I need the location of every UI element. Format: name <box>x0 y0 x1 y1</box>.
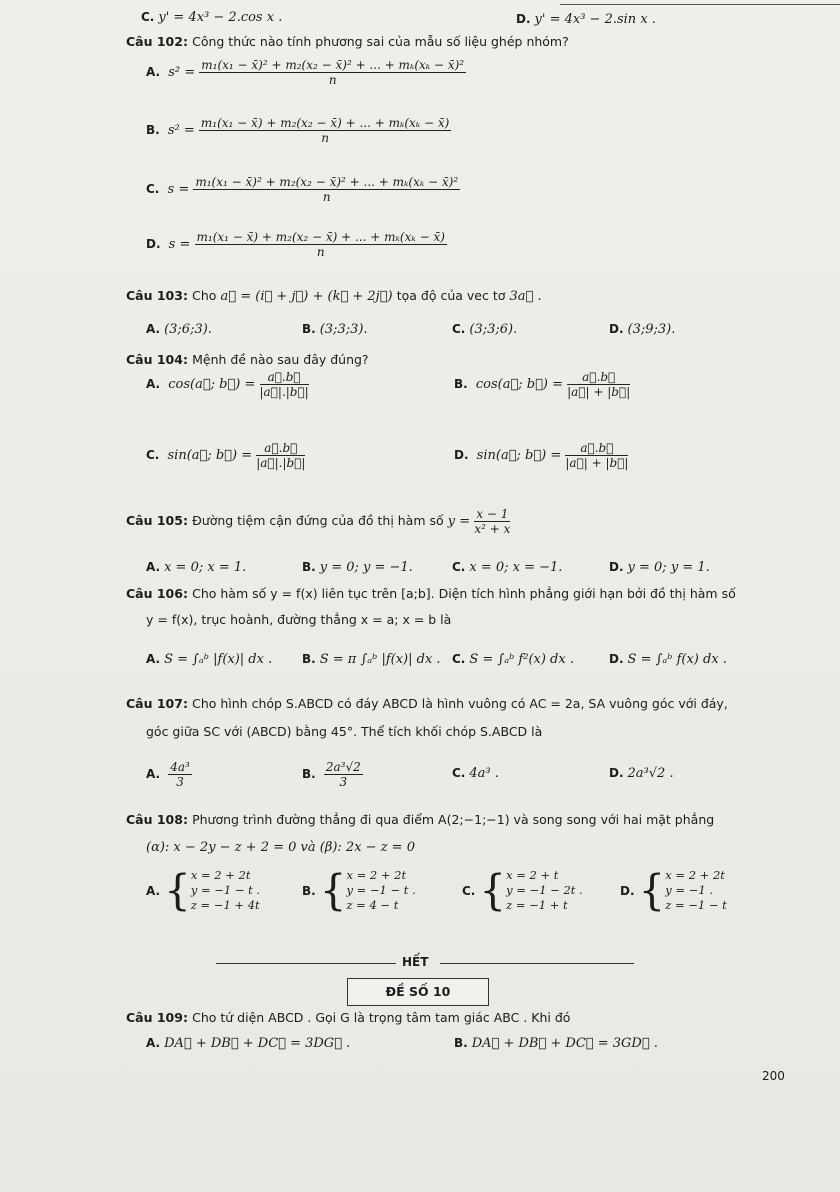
q105-stem <box>126 507 510 536</box>
option-label: B. <box>302 322 316 336</box>
question-text: góc giữa SC với (ABCD) bằng 45°. Thể tích khối chóp S.ABCD là <box>146 724 543 739</box>
option-label: D. <box>454 448 469 462</box>
option-label: B. <box>454 1036 468 1050</box>
option-text: S = π ∫ₐᵇ |f(x)| dx . <box>319 652 441 667</box>
question-text: (α): x − 2y − z + 2 = 0 và (β): 2x − z = 0 <box>146 840 415 855</box>
question-label: Câu 105: <box>126 513 188 528</box>
option-label: A. <box>146 560 161 574</box>
brace-glyph: { <box>319 865 347 915</box>
option-label: C. <box>141 10 155 24</box>
q102-option-a <box>146 58 466 87</box>
header-rule <box>560 4 840 5</box>
option-label: D. <box>609 652 624 666</box>
q104-stem <box>126 352 369 368</box>
option-text: (3;9;3). <box>627 322 676 337</box>
option-label: D. <box>146 237 161 251</box>
option-label: A. <box>146 652 161 666</box>
q109-option-a <box>146 1036 350 1051</box>
option-label: B. <box>302 883 316 898</box>
option-label: B. <box>302 767 316 781</box>
q108-stem-line1 <box>126 812 714 828</box>
option-label: C. <box>452 560 466 574</box>
fraction-denominator: |a⃗|.|b⃗| <box>256 456 306 470</box>
fraction-numerator: 2a³√2 <box>325 760 361 774</box>
formula-fraction <box>199 58 466 87</box>
formula-lhs: sin(a⃗; b⃗) = <box>167 448 253 463</box>
q103-option-b <box>302 322 368 337</box>
option-label: D. <box>609 322 624 336</box>
brace-glyph: { <box>164 865 191 915</box>
equation-line: z = −1 + t <box>506 898 568 912</box>
option-text: (3;3;6). <box>469 322 518 337</box>
question-text: Cho tứ diện ABCD . Gọi G là trọng tâm tam giác ABC . Khi đó <box>192 1010 571 1025</box>
equation-line: y = −1 − t . <box>190 883 261 897</box>
q107-option-a <box>146 760 192 789</box>
option-label: B. <box>302 560 316 574</box>
formula-fraction <box>565 441 628 470</box>
formula-fraction <box>567 370 630 399</box>
option-text: y = 0; y = 1. <box>627 560 710 575</box>
fraction-denominator: |a⃗| + |b⃗| <box>565 456 629 470</box>
option-label: C. <box>452 652 466 666</box>
formula-lhs: cos(a⃗; b⃗) = <box>475 377 563 392</box>
equation-line: y = −1 . <box>665 883 713 897</box>
formula-lhs: s = <box>167 182 190 197</box>
option-text: x = 0; x = 1. <box>164 560 247 575</box>
equation-line: z = 4 − t <box>346 898 399 912</box>
option-text: S = ∫ₐᵇ |f(x)| dx . <box>164 652 273 667</box>
equation-line: y = −1 − t . <box>346 883 416 897</box>
equation-system <box>346 868 415 913</box>
option-label: D. <box>620 883 635 898</box>
fraction-numerator: 4a³ <box>170 760 190 774</box>
fraction-numerator: a⃗.b⃗ <box>567 370 630 385</box>
formula-lhs: s² = <box>167 123 195 138</box>
question-text: Mệnh đề nào sau đây đúng? <box>192 352 369 367</box>
fraction-numerator: m₁(x₁ − x̄)² + m₂(x₂ − x̄)² + ... + mₖ(xₖ − x̄)² <box>201 58 465 72</box>
q104-option-a <box>146 370 309 399</box>
vector-expression: a⃗ = (i⃗ + j⃗) + (k⃗ + 2j⃗) <box>220 289 393 304</box>
option-label: B. <box>146 123 160 137</box>
q108-stem-line2 <box>146 840 415 855</box>
option-text: S = ∫ₐᵇ f(x) dx . <box>627 652 727 667</box>
question-text: Cho <box>192 288 217 303</box>
equation-line: z = −1 − t <box>665 898 727 912</box>
q105-option-b <box>302 560 413 575</box>
fraction-denominator: |a⃗|.|b⃗| <box>259 385 309 399</box>
fraction-denominator: n <box>328 73 337 87</box>
exam-section-badge: ĐỀ SỐ 10 <box>347 978 489 1006</box>
option-label: A. <box>146 883 161 898</box>
q109-stem <box>126 1010 570 1026</box>
q107-stem-line2 <box>146 724 542 740</box>
formula-fraction <box>260 370 309 399</box>
q103-stem <box>126 288 542 304</box>
q104-option-c <box>146 441 305 470</box>
q108-option-b <box>302 865 416 915</box>
formula-fraction <box>193 175 460 204</box>
option-label: D. <box>609 560 624 574</box>
fraction-numerator: a⃗.b⃗ <box>565 441 628 456</box>
option-label: A. <box>146 65 161 79</box>
question-label: Câu 102: <box>126 34 188 49</box>
brace-glyph: { <box>479 865 507 915</box>
option-label: A. <box>146 1036 161 1050</box>
formula-lhs: cos(a⃗; b⃗) = <box>168 377 256 392</box>
equation-line: x = 2 + 2t <box>190 868 251 882</box>
option-label: B. <box>454 377 468 391</box>
q101-option-c <box>141 10 282 25</box>
option-text: DA⃗ + DB⃗ + DC⃗ = 3GD⃗ . <box>471 1036 658 1051</box>
vector-target: 3a⃗ . <box>509 289 542 304</box>
equation-system <box>191 868 260 913</box>
option-label: C. <box>452 322 466 336</box>
option-text: y = 0; y = −1. <box>319 560 413 575</box>
q106-option-d <box>609 652 727 667</box>
end-divider-right <box>440 963 634 964</box>
option-label: C. <box>462 883 476 898</box>
option-text: y' = 4x³ − 2.sin x . <box>534 12 656 27</box>
option-text: (3;6;3). <box>164 322 212 337</box>
q109-option-b <box>454 1036 658 1051</box>
option-label: A. <box>146 377 161 391</box>
page-number: 200 <box>762 1069 785 1083</box>
option-label: C. <box>146 182 160 196</box>
option-label: D. <box>609 766 624 780</box>
q107-option-b <box>302 760 363 789</box>
option-fraction <box>168 760 192 789</box>
fraction-denominator: n <box>316 245 325 259</box>
fraction-numerator: m₁(x₁ − x̄) + m₂(x₂ − x̄) + ... + mₖ(xₖ − x̄) <box>196 230 445 244</box>
question-label: Câu 107: <box>126 696 188 711</box>
q103-option-c <box>452 322 517 337</box>
q106-stem-line2 <box>146 612 451 628</box>
question-label: Câu 108: <box>126 812 188 827</box>
formula-lhs: sin(a⃗; b⃗) = <box>476 448 562 463</box>
option-label: A. <box>146 322 161 336</box>
option-label: D. <box>516 12 531 26</box>
q103-option-d <box>609 322 675 337</box>
equation-system <box>506 868 583 913</box>
option-label: B. <box>302 652 316 666</box>
q108-option-d <box>620 865 727 915</box>
q102-option-d <box>146 230 447 259</box>
question-text: tọa độ của vec tơ <box>396 288 506 303</box>
end-divider-left <box>216 963 396 964</box>
question-label: Câu 104: <box>126 352 188 367</box>
option-text: x = 0; x = −1. <box>469 560 563 575</box>
question-text: Cho hình chóp S.ABCD có đáy ABCD là hình vuông có AC = 2a, SA vuông góc với đáy, <box>192 696 728 711</box>
fraction-numerator: m₁(x₁ − x̄)² + m₂(x₂ − x̄)² + ... + mₖ(xₖ − x̄)² <box>195 175 459 189</box>
fraction-denominator: 3 <box>339 775 348 789</box>
fraction-denominator: n <box>322 190 331 204</box>
q106-stem-line1 <box>126 586 736 602</box>
fraction-numerator: x − 1 <box>476 507 509 521</box>
question-text: y = f(x), trục hoành, đường thẳng x = a; x = b là <box>146 612 452 627</box>
option-text: S = ∫ₐᵇ f²(x) dx . <box>469 652 574 667</box>
equation-system <box>665 868 727 913</box>
question-label: Câu 106: <box>126 586 188 601</box>
q107-option-d <box>609 766 674 781</box>
formula-lhs: s = <box>168 237 191 252</box>
question-label: Câu 109: <box>126 1010 188 1025</box>
function-lhs: y = <box>447 514 471 529</box>
formula-fraction <box>256 441 305 470</box>
formula-lhs: s² = <box>168 65 196 80</box>
option-text: 2a³√2 . <box>627 766 674 781</box>
q106-option-a <box>146 652 272 667</box>
fraction-numerator: a⃗.b⃗ <box>256 441 305 456</box>
fraction-denominator: 3 <box>176 775 184 789</box>
formula-fraction <box>199 116 451 145</box>
q105-option-c <box>452 560 562 575</box>
q104-option-b <box>454 370 630 399</box>
q105-option-a <box>146 560 246 575</box>
equation-line: z = −1 + 4t <box>190 898 260 912</box>
q106-option-b <box>302 652 441 667</box>
fraction-denominator: |a⃗| + |b⃗| <box>567 385 631 399</box>
equation-line: y = −1 − 2t . <box>506 883 583 897</box>
fraction-numerator: m₁(x₁ − x̄) + m₂(x₂ − x̄) + ... + mₖ(xₖ − x̄) <box>200 116 450 130</box>
end-marker: HẾT <box>402 955 429 969</box>
question-text: Phương trình đường thẳng đi qua điểm A(2;−1;−1) và song song với hai mặt phẳng <box>192 812 715 827</box>
q107-option-c <box>452 766 499 781</box>
q101-option-d <box>516 12 656 27</box>
q107-stem-line1 <box>126 696 728 712</box>
q102-stem <box>126 34 569 50</box>
brace-glyph: { <box>638 865 666 915</box>
q106-option-c <box>452 652 574 667</box>
option-text: 4a³ . <box>469 766 499 781</box>
option-label: A. <box>146 767 161 781</box>
option-label: C. <box>452 766 466 780</box>
fraction-denominator: x² + x <box>474 522 511 536</box>
q104-option-d <box>454 441 628 470</box>
question-text: Công thức nào tính phương sai của mẫu số liệu ghép nhóm? <box>192 34 569 49</box>
function-fraction <box>474 507 510 536</box>
formula-fraction <box>195 230 447 259</box>
option-text: DA⃗ + DB⃗ + DC⃗ = 3DG⃗ . <box>164 1036 351 1051</box>
option-text: y' = 4x³ − 2.cos x . <box>158 10 283 25</box>
question-text: Đường tiệm cận đứng của đồ thị hàm số <box>192 513 444 528</box>
equation-line: x = 2 + 2t <box>665 868 725 882</box>
q108-option-a <box>146 865 261 915</box>
q103-option-a <box>146 322 212 337</box>
fraction-denominator: n <box>321 131 329 145</box>
equation-line: x = 2 + t <box>506 868 559 882</box>
option-fraction <box>324 760 363 789</box>
option-text: (3;3;3). <box>319 322 368 337</box>
q102-option-c <box>146 175 460 204</box>
q108-option-c <box>462 865 583 915</box>
option-label: C. <box>146 448 160 462</box>
fraction-numerator: a⃗.b⃗ <box>260 370 309 385</box>
q105-option-d <box>609 560 710 575</box>
equation-line: x = 2 + 2t <box>346 868 407 882</box>
q102-option-b <box>146 116 451 145</box>
question-label: Câu 103: <box>126 288 188 303</box>
question-text: Cho hàm số y = f(x) liên tục trên [a;b]. Diện tích hình phẳng giới hạn bởi đồ thị hàm số <box>192 586 736 601</box>
